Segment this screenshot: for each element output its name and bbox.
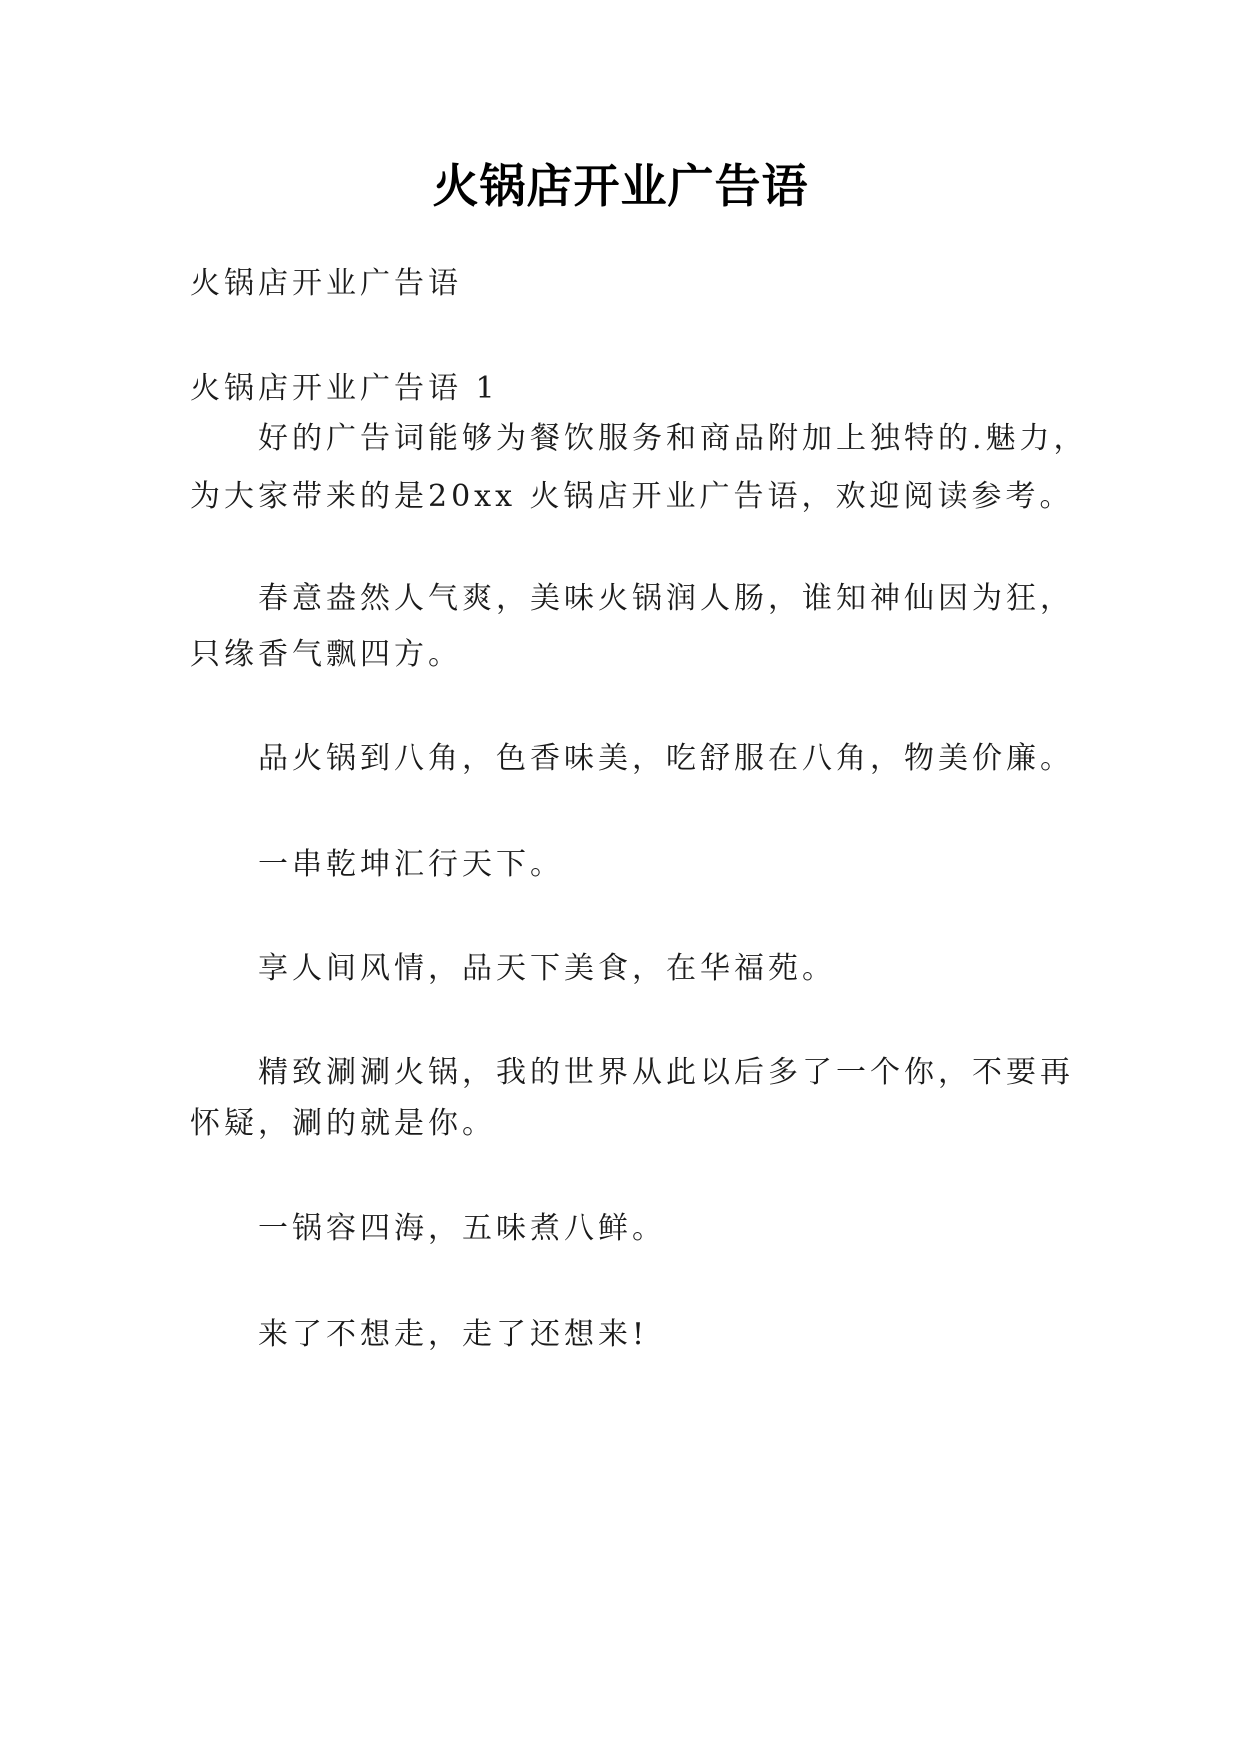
section-heading: 火锅店开业广告语 1	[190, 371, 499, 406]
slogan-5-line-2: 怀疑，涮的就是你。	[190, 1106, 496, 1141]
intro-line-1: 好的广告词能够为餐饮服务和商品附加上独特的.魅力，	[258, 421, 1088, 456]
slogan-2: 品火锅到八角，色香味美，吃舒服在八角，物美价廉。	[258, 741, 1074, 776]
slogan-1-line-2: 只缘香气飘四方。	[190, 637, 462, 672]
slogan-7: 来了不想走，走了还想来!	[258, 1317, 649, 1352]
document-subtitle: 火锅店开业广告语	[190, 266, 462, 301]
slogan-6: 一锅容四海，五味煮八鲜。	[258, 1211, 666, 1246]
intro-line-2: 为大家带来的是20xx 火锅店开业广告语，欢迎阅读参考。	[190, 479, 1074, 514]
slogan-4: 享人间风情，品天下美食，在华福苑。	[258, 951, 836, 986]
slogan-1-line-1: 春意盎然人气爽，美味火锅润人肠，谁知神仙因为狂，	[258, 581, 1074, 616]
slogan-5-line-1: 精致涮涮火锅，我的世界从此以后多了一个你，不要再	[258, 1055, 1074, 1090]
document-title: 火锅店开业广告语	[432, 159, 809, 213]
slogan-3: 一串乾坤汇行天下。	[258, 847, 564, 882]
